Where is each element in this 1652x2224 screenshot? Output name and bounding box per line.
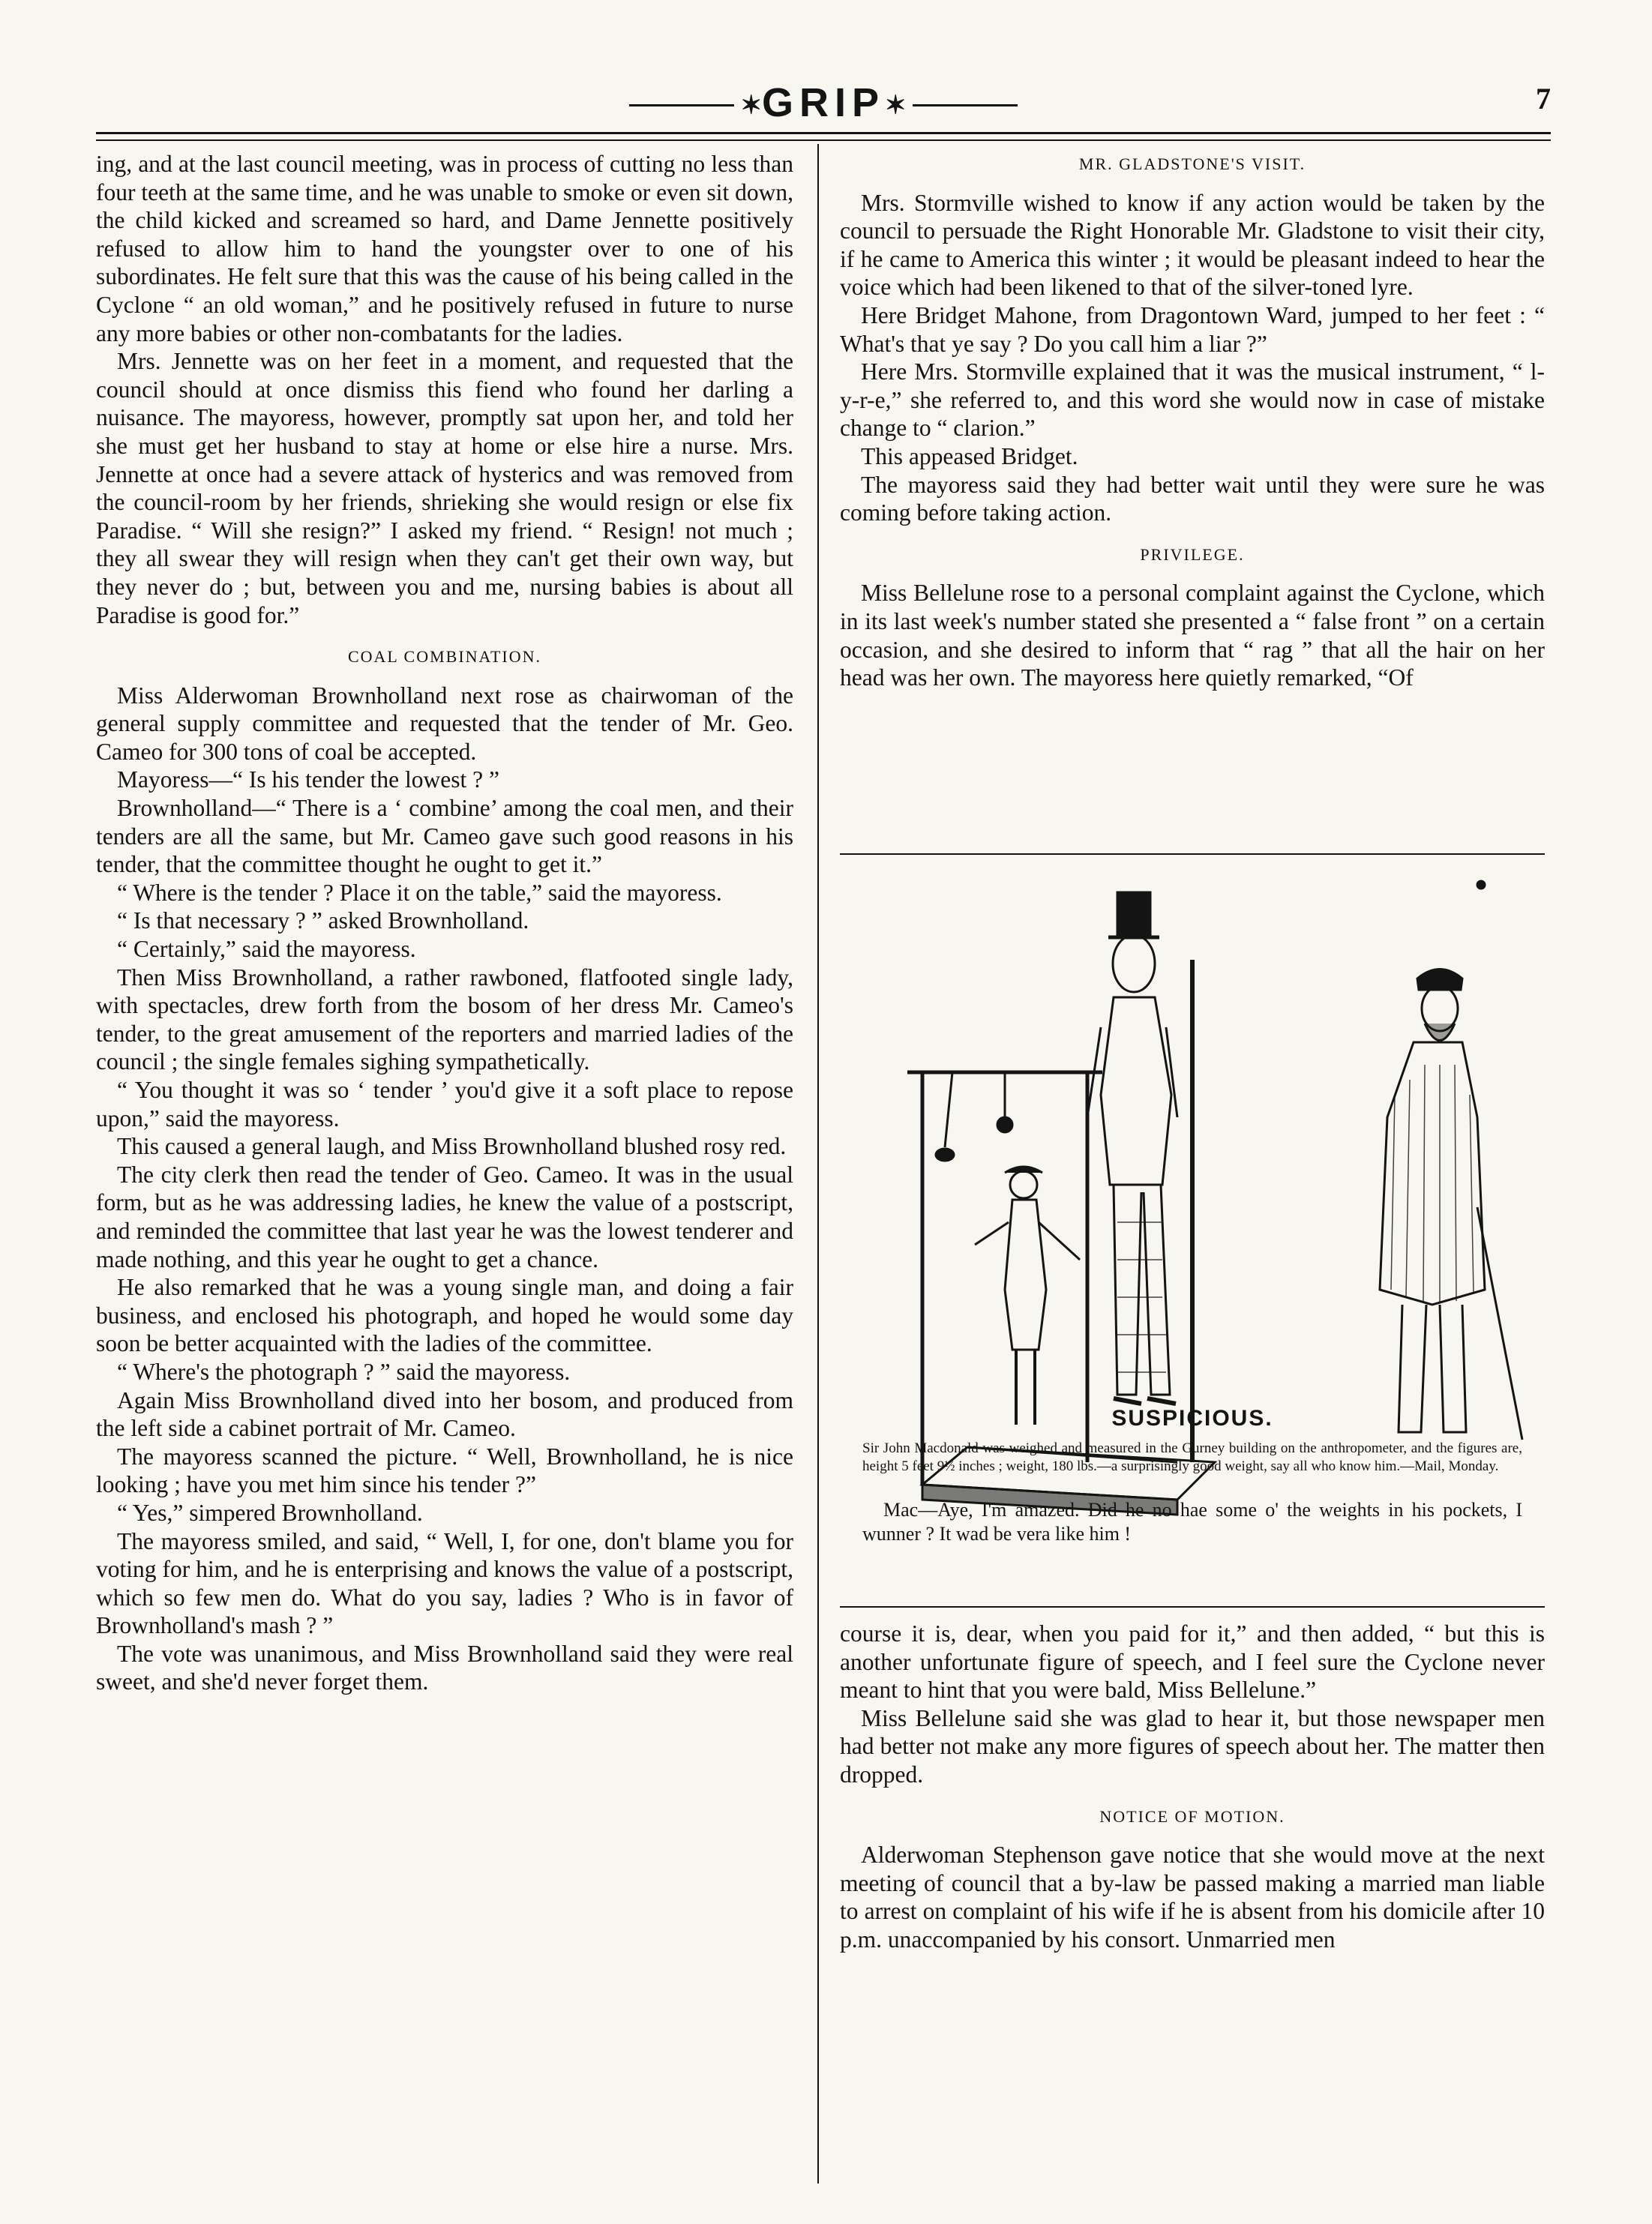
page-header <box>96 66 1551 126</box>
paragraph: course it is, dear, when you paid for it,” and then added, “ but this is another unfortunate figure of speech, and I feel sure the Cyclone never meant to hint that you were bald, Miss Bellelune.” <box>840 1620 1545 1704</box>
illustration-quote: Mac—Aye, I'm amazed. Did he no hae some o' the weights in his pockets, I wunner ? It wad be vera like him ! <box>862 1499 1522 1545</box>
paragraph: The mayoress scanned the picture. “ Well, Brownholland, he is nice looking ; have you met him since his tender ?” <box>96 1443 793 1498</box>
right-column-top <box>840 150 1545 692</box>
top-hat <box>1117 892 1150 937</box>
masthead-rule-right <box>913 104 1018 106</box>
paragraph: He also remarked that he was a young single man, and doing a fair business, and enclosed his photograph, and hoped he would some day soon be better acquainted with the ladies of the committee. <box>96 1274 793 1357</box>
left-column <box>96 150 793 1696</box>
paragraph: “ Where is the tender ? Place it on the table,” said the mayoress. <box>117 879 722 906</box>
paragraph: The vote was unanimous, and Miss Brownholland said they were real sweet, and she'd never forget them. <box>96 1640 793 1695</box>
section-heading-gladstone-visit: MR. GLADSTONE'S VISIT. <box>1078 154 1306 173</box>
paragraph: “ Yes,” simpered Brownholland. <box>117 1499 423 1526</box>
illustration-title: SUSPICIOUS. <box>1111 1406 1273 1431</box>
boy-head <box>1010 1171 1037 1198</box>
scale-bell <box>997 1117 1012 1132</box>
paragraph: Mrs. Stormville wished to know if any action would be taken by the council to persuade the Right Honorable Mr. Gladstone to visit their city, if he came to America this winter ; it would be pleasant indeed to hear the voice which had been likened to that of the silver-toned lyre. <box>840 189 1545 301</box>
paragraph: Brownholland—“ There is a ‘ combine’ among the coal men, and their tenders are all the same, but Mr. Cameo gave such good reasons in his tender, that the committee thought he ought to get it.” <box>96 795 793 878</box>
old-man-coat <box>1380 1042 1485 1305</box>
star-ornament-left: ✶ <box>740 91 762 120</box>
paragraph: “ Is that necessary ? ” asked Brownholland. <box>117 907 529 934</box>
tall-man-leg-left <box>1114 1185 1141 1395</box>
column-divider <box>817 144 819 2184</box>
section-heading-privilege: PRIVILEGE. <box>1140 544 1245 564</box>
illustration-top-rule <box>840 853 1545 855</box>
paragraph: Again Miss Brownholland dived into her bosom, and produced from the left side a cabinet portrait of Mr. Cameo. <box>96 1386 793 1442</box>
paragraph: “ Certainly,” said the mayoress. <box>117 936 416 963</box>
walking-cane <box>1477 1207 1522 1440</box>
paragraph: ing, and at the last council meeting, was in process of cutting no less than four teeth at the same time, and he was unable to smoke or even sit down, the child kicked and screamed so hard, and Dame Jennette positively refused to allow him to hand the youngster over to one of his subordinates. He felt sure that this was the cause of his being called in the Cyclone “ an old woman,” and he positively refused in future to nurse any more babies or other non-combatants for the ladies. <box>96 151 793 346</box>
paragraph: This appeased Bridget. <box>861 442 1078 469</box>
paragraph: Miss Alderwoman Brownholland next rose as chairwoman of the general supply committee and requested that the tender of Mr. Geo. Cameo for 300 tons of coal be accepted. <box>96 682 793 765</box>
tall-man-head <box>1113 935 1155 992</box>
illustration-caption: Sir John Macdonald was weighed and measured in the Gurney building on the anthropometer, and the figures are, height 5 feet 9½ inches ; weight, 180 lbs.—a surprisingly good weight, say all who know him.—Mail, Monday. <box>862 1440 1522 1474</box>
right-column-bottom <box>840 1620 1545 1954</box>
paragraph: “ Where's the photograph ? ” said the mayoress. <box>117 1358 571 1385</box>
masthead-title: GRIP <box>761 80 886 125</box>
paragraph: Miss Bellelune said she was glad to hear it, but those newspaper men had better not make any more figures of speech about her. The matter then dropped. <box>840 1704 1545 1788</box>
paragraph: This caused a general laugh, and Miss Brownholland blushed rosy red. <box>117 1133 787 1160</box>
paragraph: The mayoress smiled, and said, “ Well, I, for one, don't blame you for voting for him, and he is enterprising and knows the value of a postscript, which so few men do. What do you say, ladies ? Who is in favor of Brownholland's mash ? ” <box>96 1527 793 1639</box>
page-number: 7 <box>1536 82 1551 115</box>
header-rule-inner <box>96 139 1551 141</box>
section-heading-coal-combination: COAL COMBINATION. <box>347 647 542 667</box>
paragraph: The city clerk then read the tender of Geo. Cameo. It was in the usual form, but as he was addressing ladies, he knew the value of a postscript, and reminded the committee that last year he was the lowest tenderer and made nothing, and this year he ought to get a chance. <box>96 1161 793 1272</box>
masthead <box>96 79 1551 126</box>
paragraph: Miss Bellelune rose to a personal complaint against the Cyclone, which in its last week's number stated she presented a “ false front ” on a certain occasion, and she desired to inform that “ rag ” that all the hair on her head was her own. The mayoress here quietly remarked, “Of <box>840 580 1545 691</box>
header-rule <box>96 132 1551 134</box>
paragraph: The mayoress said they had better wait until they were sure he was coming before taking action. <box>840 471 1545 526</box>
tall-man-body <box>1101 997 1171 1185</box>
paragraph: Then Miss Brownholland, a rather rawboned, flatfooted single lady, with spectacles, drew forth from the bosom of her dress Mr. Cameo's tender, to the great amusement of the reporters and married ladies of the council ; the single females sighing sympathetically. <box>96 964 793 1075</box>
tall-man-leg-right <box>1144 1185 1170 1395</box>
masthead-rule-left <box>629 104 734 106</box>
paragraph: Here Bridget Mahone, from Dragontown Ward, jumped to her feet : “ What's that ye say ? Do you call him a liar ?” <box>840 301 1545 357</box>
illustration-bottom-rule <box>840 1606 1545 1608</box>
section-heading-notice-of-motion: NOTICE OF MOTION. <box>1099 1806 1285 1826</box>
paragraph: Mrs. Jennette was on her feet in a moment, and requested that the council should at once dismiss this fiend who found her darling a nuisance. The mayoress, however, promptly sat upon her, and told her she must get her husband to stay at home or else hire a nurse. Mrs. Jennette at once had a severe attack of hysterics and was removed from the council-room by her friends, shrieking she would resign or else fix Paradise. “ Will she resign?” I asked my friend. “ Resign! not much ; they all swear they will resign when they can't get their own way, but they never do ; but, between you and me, nursing babies is about all Paradise is good for.” <box>96 348 793 628</box>
paragraph: Mayoress—“ Is his tender the lowest ? ” <box>117 766 499 793</box>
paragraph: “ You thought it was so ‘ tender ’ you'd give it a soft place to repose upon,” said the mayoress. <box>96 1077 793 1131</box>
paragraph: Alderwoman Stephenson gave notice that she would move at the next meeting of council that a by-law be passed making a married man liable to arrest on complaint of his wife if he is absent from his domicile after 10 p.m. unaccompanied by his consort. Unmarried men <box>840 1842 1545 1953</box>
star-ornament-right: ✶ <box>885 91 907 120</box>
paragraph: Here Mrs. Stormville explained that it was the musical instrument, “ l-y-r-e,” she referred to, and this word she would now in case of mistake change to “ clarion.” <box>840 358 1545 442</box>
